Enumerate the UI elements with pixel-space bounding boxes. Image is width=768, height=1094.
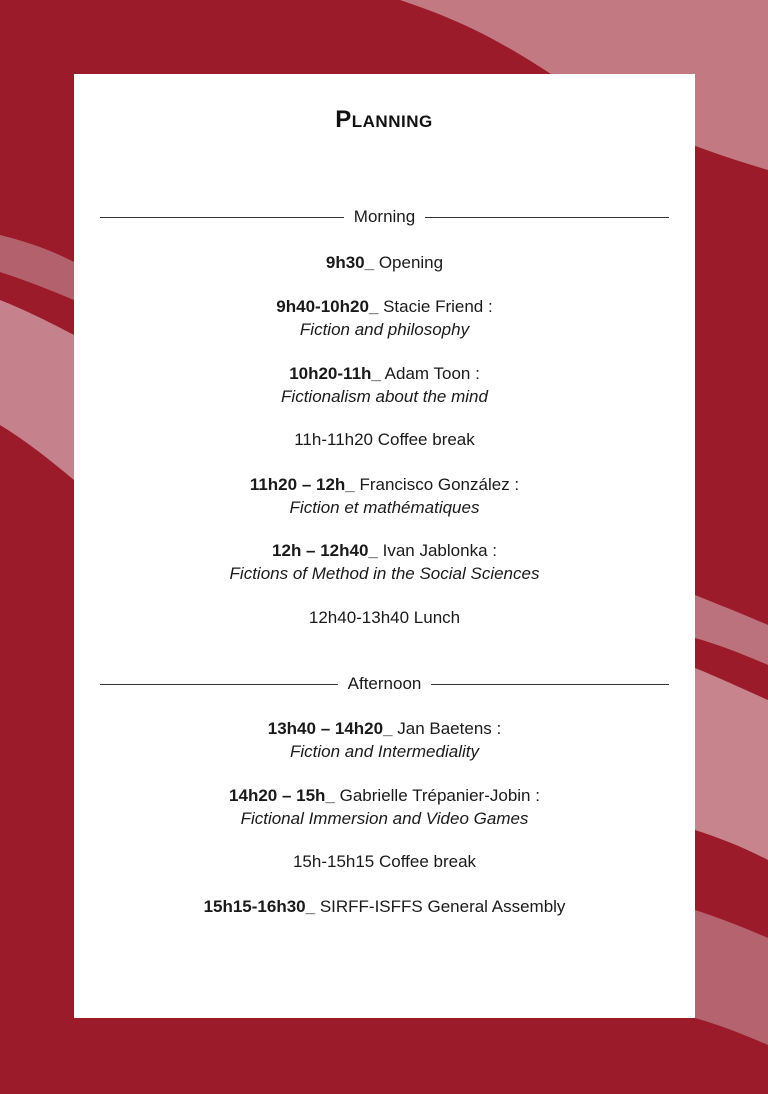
item-text: Stacie Friend :: [378, 297, 493, 316]
schedule-item: [74, 606, 695, 629]
item-subtitle: Fictions of Method in the Social Sciences: [229, 564, 540, 583]
page-title: Planning: [335, 106, 433, 133]
item-time: 10h20-11h_: [289, 364, 381, 383]
item-time: 9h40-10h20_: [276, 297, 379, 316]
schedule-item: [74, 362, 695, 408]
item-subtitle: Fictional Immersion and Video Games: [240, 809, 529, 828]
section-afternoon: [100, 673, 669, 695]
item-time: 13h40 – 14h20_: [267, 719, 393, 738]
band-right-lower: [695, 910, 768, 1045]
section-heading: Afternoon: [347, 674, 422, 693]
item-time: 11h20 – 12h_: [249, 475, 355, 494]
schedule-item: [74, 295, 695, 341]
item-text: Francisco González :: [354, 475, 520, 494]
item-subtitle: Fiction and philosophy: [299, 320, 470, 339]
item-text: Ivan Jablonka :: [377, 541, 497, 560]
item-text: Gabrielle Trépanier-Jobin :: [334, 786, 540, 805]
schedule-item: [74, 850, 695, 873]
item-subtitle: Fiction and Intermediality: [290, 742, 479, 761]
item-text: Adam Toon :: [380, 364, 480, 383]
item-text: Opening: [374, 253, 444, 272]
item-subtitle: Fiction et mathématiques: [289, 498, 480, 517]
item-time: 15h15-16h30_: [203, 897, 316, 916]
schedule-item: [74, 473, 695, 519]
divider-line: [431, 684, 669, 685]
section-heading: Morning: [353, 207, 416, 226]
item-text: SIRFF-ISFFS General Assembly: [315, 897, 566, 916]
item-text: 15h-15h15 Coffee break: [292, 852, 477, 871]
birds-band-left: [0, 300, 74, 480]
schedule-item: [74, 428, 695, 451]
section-morning: [100, 206, 669, 228]
item-time: 12h – 12h40_: [272, 541, 378, 560]
item-text: 12h40-13h40 Lunch: [308, 608, 461, 627]
schedule-item: [74, 717, 695, 763]
schedule-item: [74, 784, 695, 830]
divider-line: [100, 217, 344, 218]
divider-line: [100, 684, 338, 685]
schedule-item: [74, 539, 695, 585]
item-time: 14h20 – 15h_: [229, 786, 335, 805]
divider-line: [425, 217, 669, 218]
item-subtitle: Fictionalism about the mind: [281, 387, 488, 406]
item-time: 9h30_: [325, 253, 375, 272]
schedule-item: [74, 895, 695, 918]
item-text: 11h-11h20 Coffee break: [294, 430, 475, 449]
birds-band-right: [695, 668, 768, 860]
band-right-mid: [695, 595, 768, 665]
item-text: Jan Baetens :: [392, 719, 502, 738]
schedule-item: [74, 251, 695, 274]
band-left-upper: [0, 235, 74, 300]
